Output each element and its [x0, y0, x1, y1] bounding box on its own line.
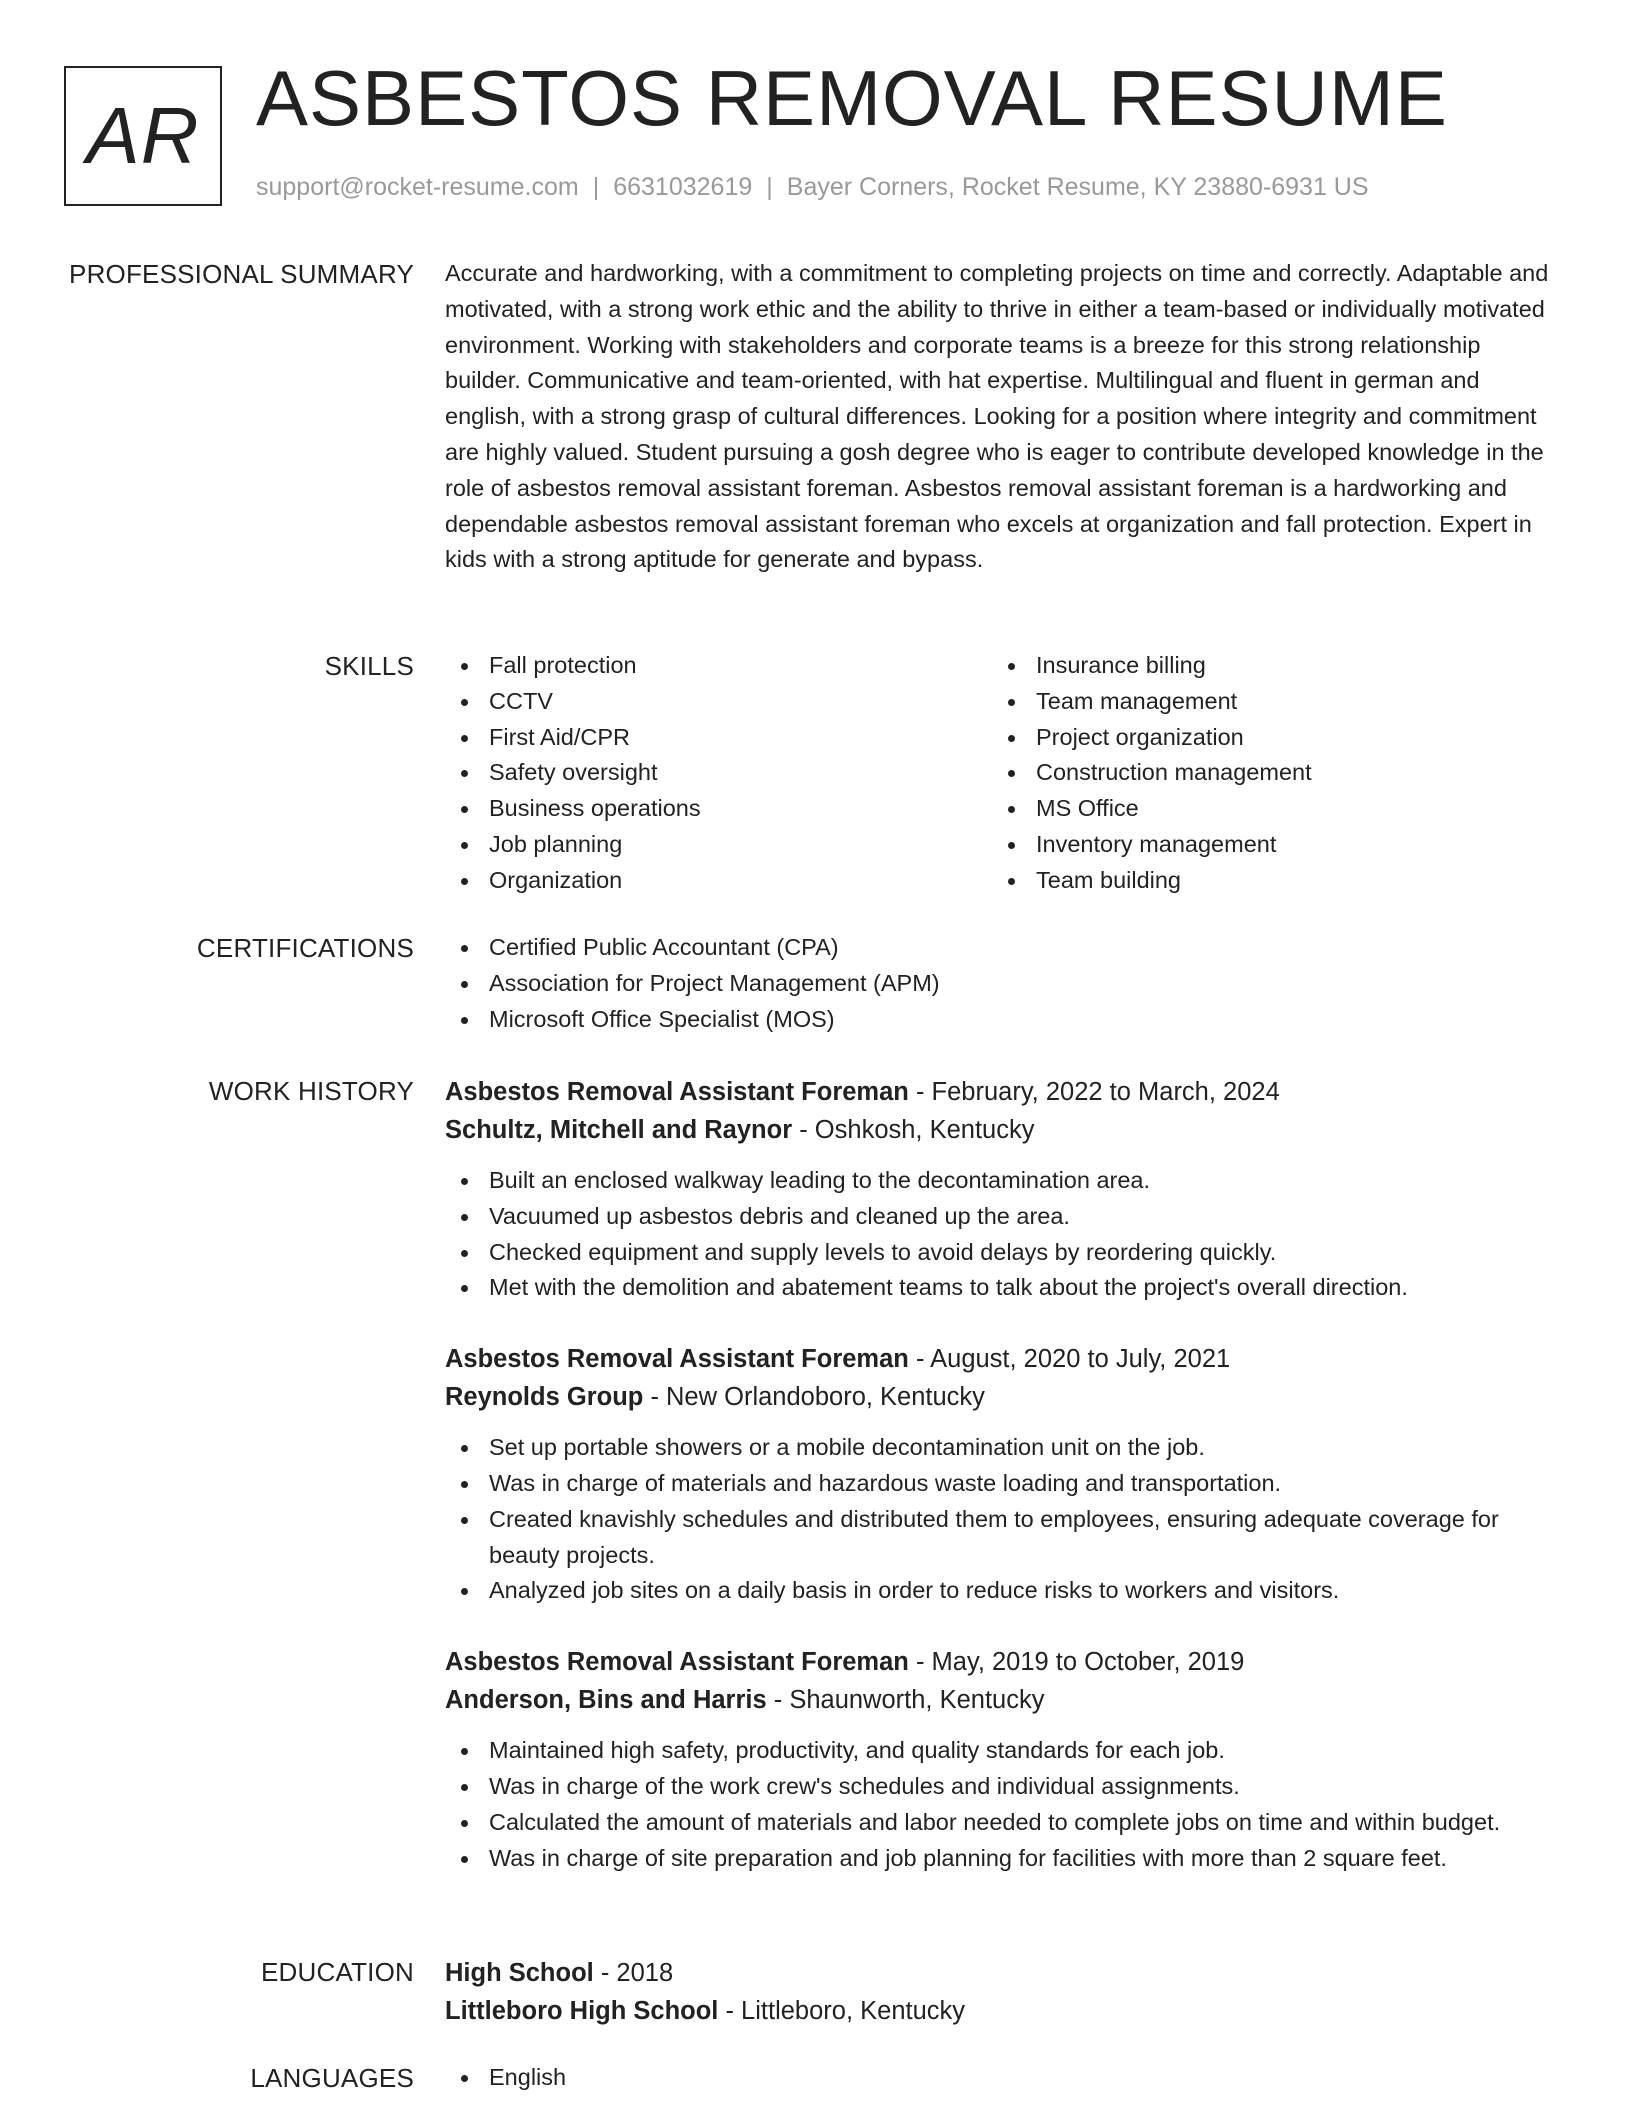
skill-item: Fall protection [445, 648, 992, 684]
section-label: CERTIFICATIONS [196, 933, 414, 963]
certification-item: Certified Public Accountant (CPA) [445, 930, 1555, 966]
skill-item: Insurance billing [992, 648, 1539, 684]
section-body [445, 2060, 1555, 2096]
job-entry [445, 1073, 1555, 1306]
section-body [445, 1073, 1555, 1876]
job-dates: - May, 2019 to October, 2019 [908, 1648, 1245, 1677]
certification-item: Microsoft Office Specialist (MOS) [445, 1002, 1555, 1038]
job-dates: - February, 2022 to March, 2024 [908, 1078, 1280, 1106]
job-bullet: Was in charge of the work crew's schedules and individual assignments. [445, 1769, 1555, 1805]
job-title: Asbestos Removal Assistant Foreman [445, 1345, 909, 1374]
contact-separator: | [592, 173, 600, 201]
job-location: - Shaunworth, Kentucky [766, 1686, 1045, 1715]
section-body [445, 930, 1555, 1037]
skill-item: MS Office [992, 791, 1539, 827]
section-label: SKILLS [324, 651, 414, 681]
job-bullet: Was in charge of materials and hazardous waste loading and transportation. [445, 1466, 1555, 1502]
job-bullets [445, 1733, 1555, 1876]
language-item: English [445, 2060, 1555, 2096]
skills-list-left [445, 648, 992, 899]
job-bullet: Analyzed job sites on a daily basis in order to reduce risks to workers and visitors. [445, 1573, 1555, 1609]
skill-item: Inventory management [992, 827, 1539, 863]
section-label: WORK HISTORY [208, 1076, 414, 1106]
monogram-badge: AR [64, 66, 222, 206]
education-location: - Littleboro, Kentucky [718, 1997, 966, 2025]
job-bullet: Met with the demolition and abatement teams to talk about the project's overall direction. [445, 1270, 1555, 1306]
job-entry [445, 1643, 1555, 1876]
skill-item: Job planning [445, 827, 992, 863]
contact-line [256, 173, 1369, 202]
section-label: EDUCATION [261, 1957, 414, 1987]
job-bullet: Vacuumed up asbestos debris and cleaned up the area. [445, 1199, 1555, 1235]
job-bullets [445, 1163, 1555, 1306]
job-company: Reynolds Group [445, 1383, 644, 1412]
job-company-line [445, 1111, 1555, 1149]
contact-email: support@rocket-resume.com [256, 173, 579, 201]
certifications-list [445, 930, 1555, 1037]
section-label: PROFESSIONAL SUMMARY [69, 259, 414, 289]
job-title-line [445, 1073, 1555, 1111]
skill-item: Organization [445, 863, 992, 899]
job-dates: - August, 2020 to July, 2021 [908, 1345, 1231, 1374]
skill-item: CCTV [445, 684, 992, 720]
job-title: Asbestos Removal Assistant Foreman [445, 1078, 909, 1106]
job-bullet: Maintained high safety, productivity, and quality standards for each job. [445, 1733, 1555, 1769]
job-company: Schultz, Mitchell and Raynor [445, 1116, 793, 1144]
summary-text: Accurate and hardworking, with a commitment to completing projects on time and correctly. Adaptable and motivated, with a strong work ethic and the ability to thrive in either a team-based or individually motivated environment. Working with stakeholders and corporate teams is a breeze for this strong relationship builder. Communicative and team-oriented, with hat expertise. Multilingual and fluent in german and english, with a strong grasp of cultural differences. Looking for a position where integrity and commitment are highly valued. Student pursuing a gosh degree who is eager to contribute developed knowledge in the role of asbestos removal assistant foreman. Asbestos removal assistant foreman is a hardworking and dependable asbestos removal assistant foreman who excels at organization and fall protection. Expert in kids with a strong aptitude for generate and bypass. [445, 260, 1549, 573]
skill-item: Construction management [992, 755, 1539, 791]
education-year: - 2018 [593, 1959, 674, 1987]
skills-list-right [992, 648, 1539, 899]
job-company-line [445, 1378, 1555, 1416]
education-degree-line [445, 1954, 1555, 1992]
education-degree: High School [445, 1959, 594, 1987]
job-title-line [445, 1340, 1555, 1378]
job-company: Anderson, Bins and Harris [445, 1686, 767, 1715]
job-bullet: Set up portable showers or a mobile decontamination unit on the job. [445, 1430, 1555, 1466]
job-location: - Oshkosh, Kentucky [792, 1116, 1035, 1144]
job-bullet: Built an enclosed walkway leading to the decontamination area. [445, 1163, 1555, 1199]
skill-item: Business operations [445, 791, 992, 827]
skill-item: Team building [992, 863, 1539, 899]
contact-address: Bayer Corners, Rocket Resume, KY 23880-6931 US [786, 173, 1369, 201]
education-school-line [445, 1992, 1555, 2030]
job-title: Asbestos Removal Assistant Foreman [445, 1648, 909, 1677]
certification-item: Association for Project Management (APM) [445, 966, 1555, 1002]
resume-title: ASBESTOS REMOVAL RESUME [256, 54, 1448, 142]
job-company-line [445, 1681, 1555, 1719]
job-location: - New Orlandoboro, Kentucky [643, 1383, 985, 1412]
skill-item: First Aid/CPR [445, 720, 992, 756]
job-title-line [445, 1643, 1555, 1681]
contact-phone: 6631032619 [613, 173, 753, 201]
job-bullet: Created knavishly schedules and distributed them to employees, ensuring adequate coverage for beauty projects. [445, 1502, 1555, 1574]
job-bullet: Was in charge of site preparation and job planning for facilities with more than 2 square feet. [445, 1841, 1555, 1877]
section-label: LANGUAGES [250, 2063, 414, 2093]
education-school: Littleboro High School [445, 1997, 719, 2025]
skill-item: Safety oversight [445, 755, 992, 791]
skills-columns [445, 648, 1555, 899]
skill-item: Project organization [992, 720, 1539, 756]
skill-item: Team management [992, 684, 1539, 720]
section-body [445, 256, 1555, 578]
contact-separator: | [766, 173, 773, 201]
job-bullets [445, 1430, 1555, 1609]
section-body [445, 1954, 1555, 2030]
job-entry [445, 1340, 1555, 1609]
job-bullet: Calculated the amount of materials and labor needed to complete jobs on time and within budget. [445, 1805, 1555, 1841]
job-bullet: Checked equipment and supply levels to avoid delays by reordering quickly. [445, 1235, 1555, 1271]
languages-list [445, 2060, 1555, 2096]
